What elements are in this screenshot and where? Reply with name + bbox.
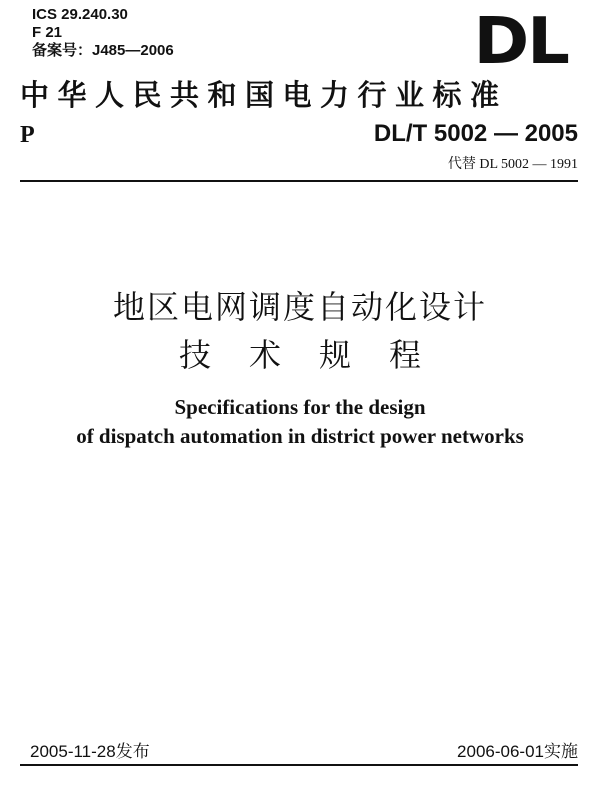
record-number: 备案号：J485—2006 <box>32 42 174 59</box>
title-chinese-line2: 技术规程 <box>178 336 459 374</box>
standard-code: DL/T 5002 — 2005 <box>373 120 578 147</box>
title-english-line2: of dispatch automation in district power networks <box>76 424 524 448</box>
category-code: P <box>20 122 35 148</box>
title-chinese-line1: 地区电网调度自动化设计 <box>112 288 487 326</box>
issue-date: 2005-11-28发布 <box>30 742 150 761</box>
ccs-code: F 21 <box>32 24 63 41</box>
title-english-line1: Specifications for the design <box>174 395 426 419</box>
ics-code: ICS 29.240.30 <box>32 6 128 23</box>
header-divider <box>20 180 578 182</box>
implementation-date: 2006-06-01实施 <box>457 742 578 761</box>
dl-logo: DL <box>473 5 568 79</box>
footer-divider <box>20 764 578 766</box>
standard-title: 中华人民共和国电力行业标准 <box>20 78 508 112</box>
replaces-note: 代替 DL 5002 — 1991 <box>447 157 578 172</box>
